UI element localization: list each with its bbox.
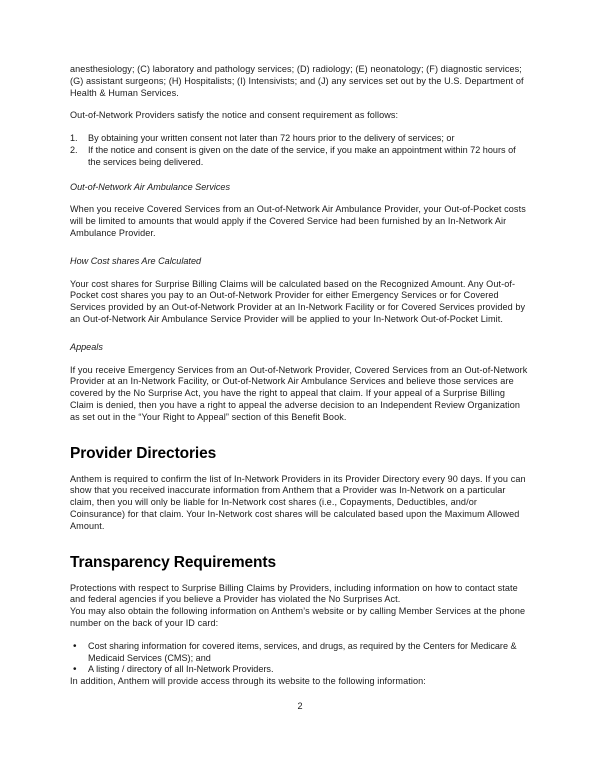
transparency-closing-paragraph: In addition, Anthem will provide access through its website to the following information: xyxy=(70,676,426,687)
transparency-requirements-heading: Transparency Requirements xyxy=(70,553,276,571)
list-marker: 2. xyxy=(70,144,78,155)
transparency-bullet-list xyxy=(70,641,529,676)
notice-consent-list xyxy=(70,133,529,168)
list-item-text: Cost sharing information for covered items, services, and drugs, as required by the Centers for Medicare & Medicaid Services (CMS); and xyxy=(88,640,517,663)
list-item-text: A listing / directory of all In-Network Providers. xyxy=(88,664,274,675)
transparency-paragraph-2: You may also obtain the following information on Anthem’s website or by calling Member Services at the phone number on the back of your ID card: xyxy=(70,606,526,628)
list-marker: 1. xyxy=(70,133,78,144)
transparency-paragraph-1: Protections with respect to Surprise Billing Claims by Providers, including information on how to contact state and federal agencies if you believe a Provider has violated the No Surprises Act. xyxy=(70,582,518,605)
air-ambulance-subheading: Out-of-Network Air Ambulance Services xyxy=(70,181,231,192)
page-number: 2 xyxy=(297,701,303,711)
page-content xyxy=(70,64,529,688)
cost-shares-subheading: How Cost shares Are Calculated xyxy=(70,255,202,266)
air-ambulance-paragraph: When you receive Covered Services from an Out-of-Network Air Ambulance Provider, your Out-of-Pocket costs will be limited to amounts that would apply if the Covered Service had been furnished by an In-Network Air Ambulance Provider. xyxy=(70,204,526,238)
bullet-icon: • xyxy=(73,664,77,676)
appeals-subheading: Appeals xyxy=(70,341,103,352)
list-item xyxy=(70,641,529,665)
spacer xyxy=(70,544,529,553)
cost-shares-paragraph: Your cost shares for Surprise Billing Claims will be calculated based on the Recognized Amount. Any Out-of-Pocket cost shares you pay to an Out-of-Network Provider for either Emergency Services or for Covered Services provided by an Out-of-Network Provider at an In-Network Facility or for Covered Services provided by an Out-of-Network Air Ambulance Service Provider will be applied to your In-Network Out-of-Pocket Limit. xyxy=(70,278,526,324)
appeals-paragraph: If you receive Emergency Services from an Out-of-Network Provider, Covered Services from an Out-of-Network Provider at an In-Network Facility, or Out-of-Network Air Ambulance Services and believe those services are covered by the No Surprise Act, you have the right to appeal that claim. If your appeal of a Surprise Billing Claim is denied, then you have a right to appeal the adverse decision to an Independent Review Organization as set out in the “Your Right to Appeal” section of this Benefit Book. xyxy=(70,364,528,422)
intro-paragraph: anesthesiology; (C) laboratory and pathology services; (D) radiology; (E) neonatology; (F) diagnostic services; (G) assistant surgeons; (H) Hospitalists; (I) Intensivists; and (J) any services set out by the U.S. Department of Health & Human Services. xyxy=(70,64,524,98)
list-item xyxy=(70,664,529,676)
provider-directories-paragraph: Anthem is required to confirm the list of In-Network Providers in its Provider Directory every 90 days. If you can show that you received inaccurate information from Anthem that a Provider was In-Network on a particular claim, then you will only be liable for In-Network cost shares (i.e., Copayments, Deductibles, and/or Coinsurance) for that claim. Your In-Network cost shares will be calculated based upon the Maximum Allowed Amount. xyxy=(70,473,526,531)
bullet-icon: • xyxy=(73,640,77,652)
spacer xyxy=(70,435,529,444)
provider-directories-heading: Provider Directories xyxy=(70,444,217,462)
list-item xyxy=(70,145,529,169)
list-item xyxy=(70,133,529,145)
spacer xyxy=(70,169,529,182)
list-item-text: By obtaining your written consent not later than 72 hours prior to the delivery of services; or xyxy=(88,133,455,144)
list-item-text: If the notice and consent is given on the date of the service, if you make an appointment within 72 hours of the services being delivered. xyxy=(88,144,516,167)
notice-consent-lead: Out-of-Network Providers satisfy the notice and consent requirement as follows: xyxy=(70,110,399,121)
